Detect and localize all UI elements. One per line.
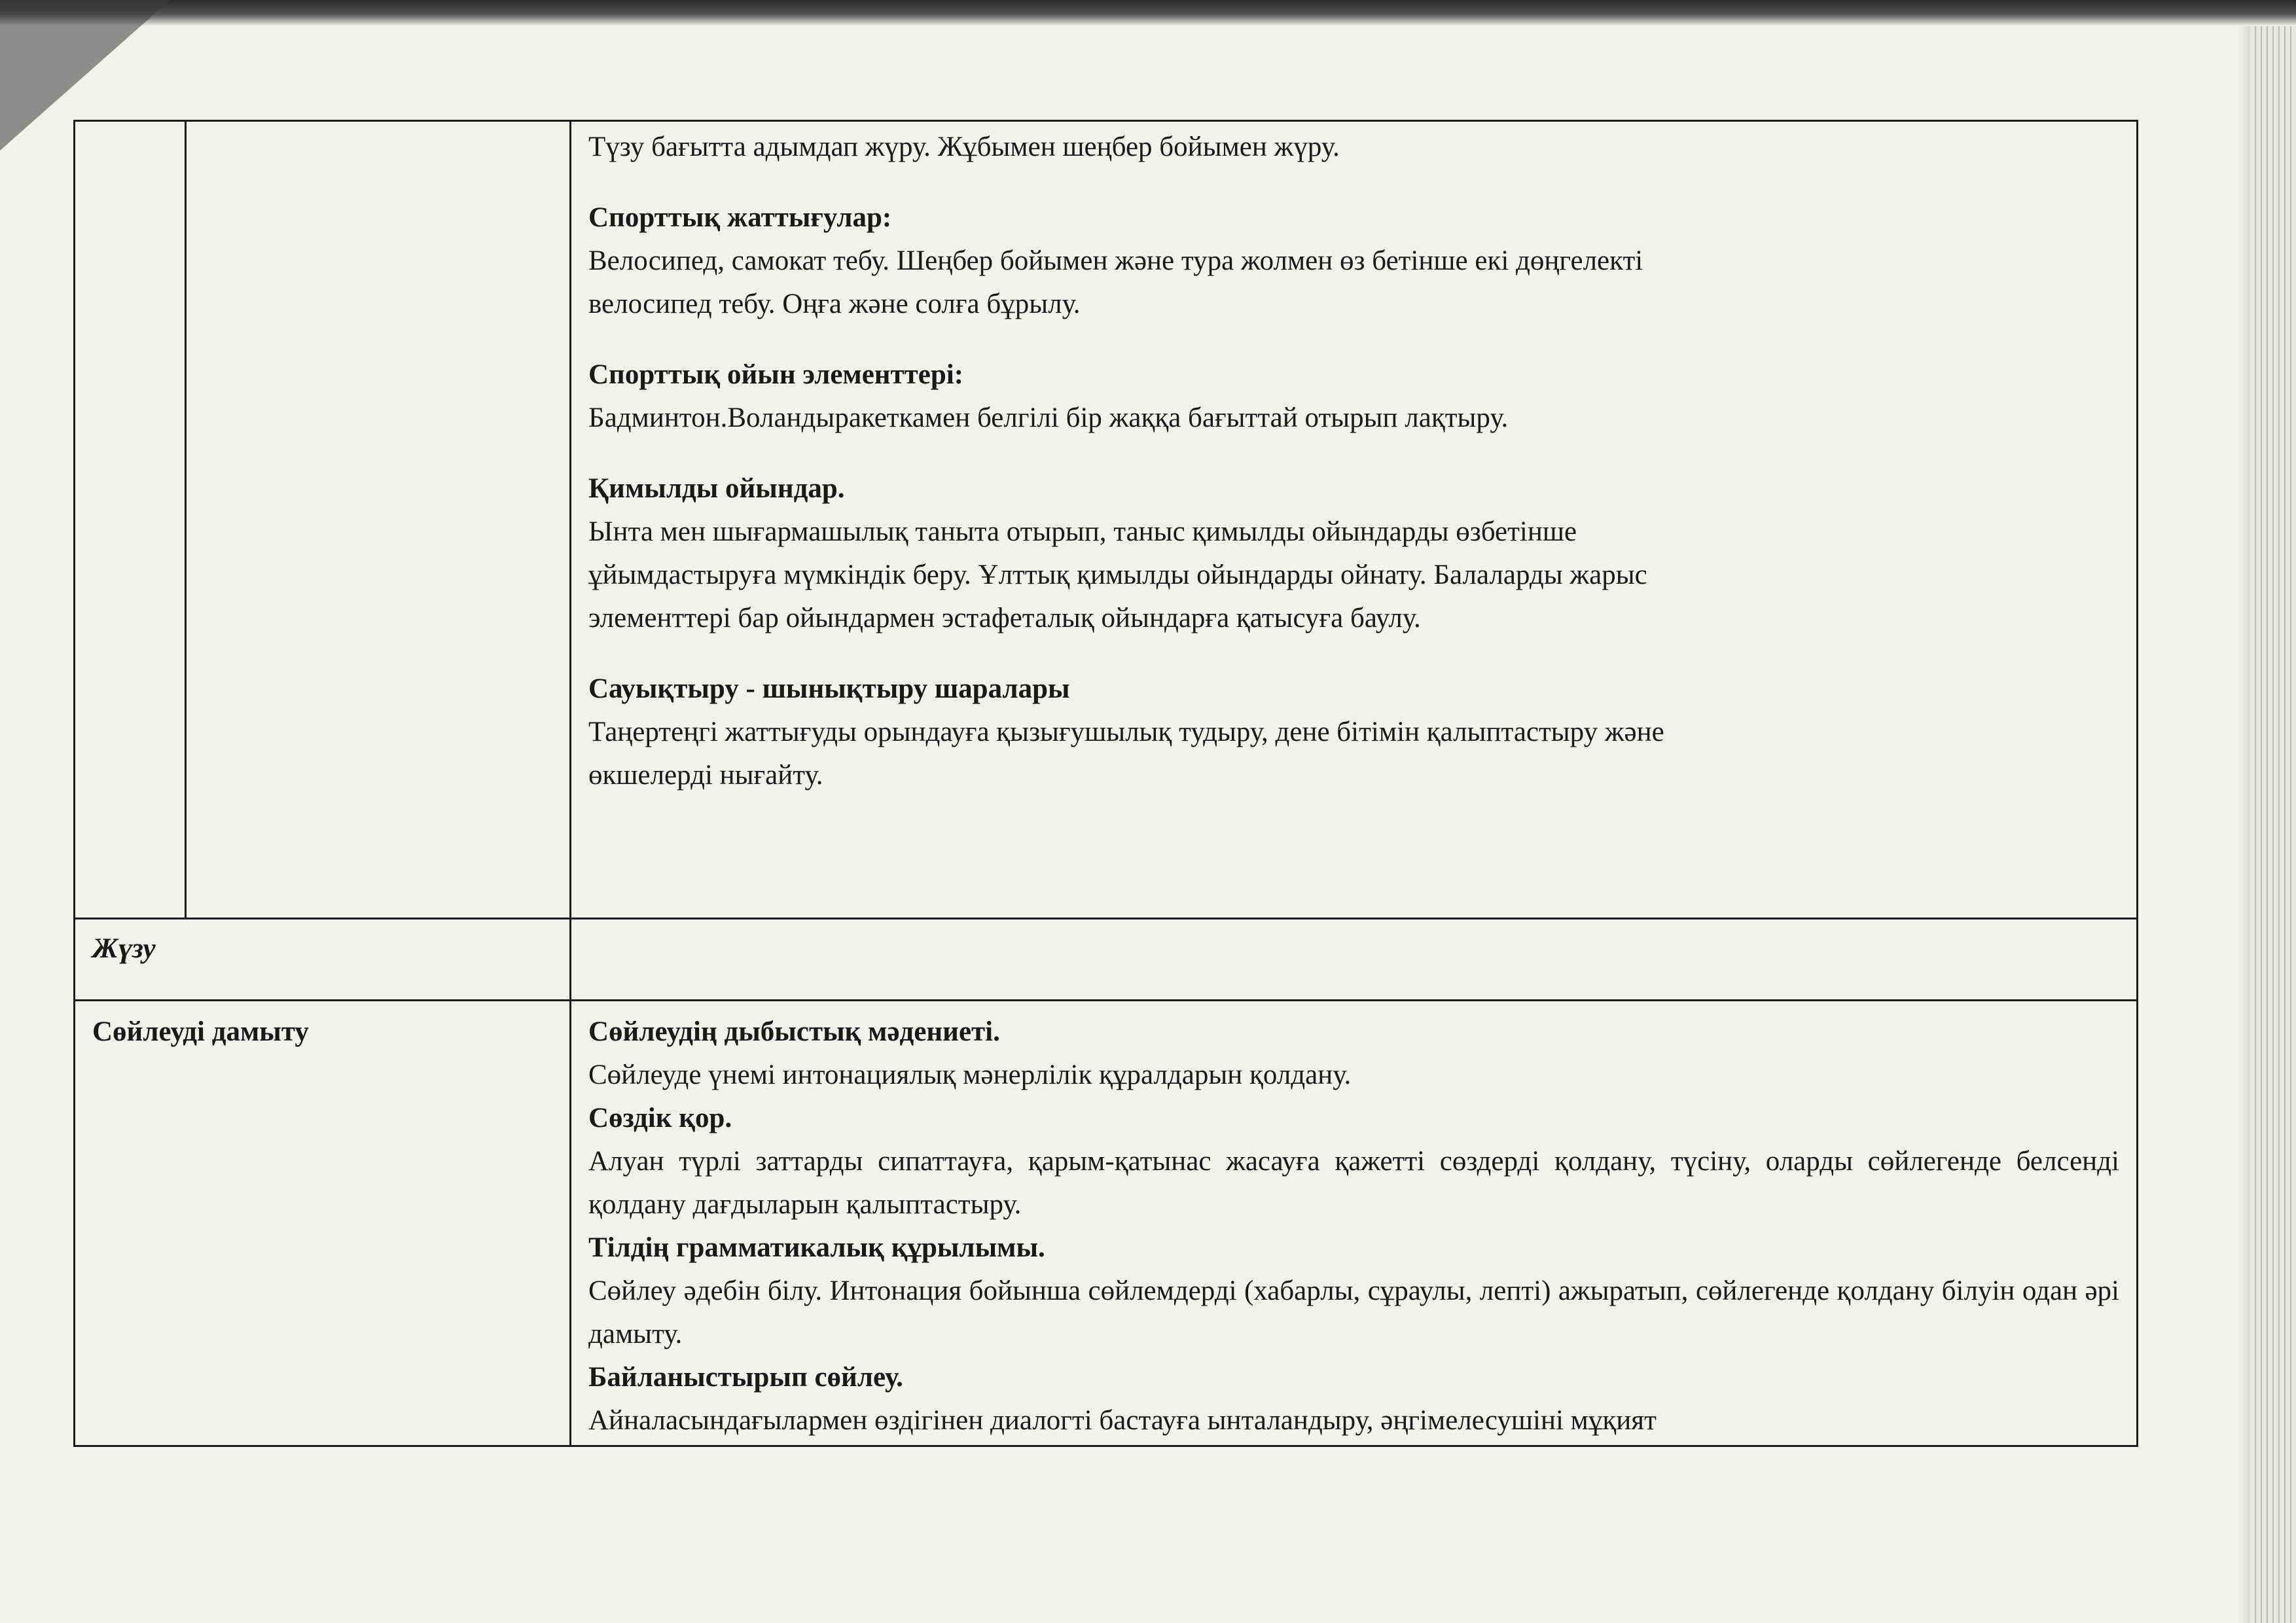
connected-speech-text: Айналасындағылармен өздігінен диалогті бастауға ынталандыру, әңгімелесушіні мұқият bbox=[588, 1405, 1657, 1436]
sport-game-elements-title: Спорттық ойын элементтері: bbox=[588, 359, 964, 390]
page-edge-shadow bbox=[2238, 26, 2250, 1623]
swimming-label: Жүзу bbox=[92, 933, 156, 964]
table-row-swimming bbox=[75, 919, 2138, 1001]
curriculum-table bbox=[73, 120, 2138, 1447]
swimming-label-cell bbox=[75, 919, 571, 1001]
vocabulary-text: Алуан түрлі заттарды сипаттауға, қарым-қатынас жасауға қажетті сөздерді қолдану, түсіну, оларды сөйлегенде белсенді қолдану дағдыларын қалыптастыру. bbox=[588, 1146, 2119, 1220]
sports-exercises-title: Спорттық жаттығулар: bbox=[588, 202, 892, 233]
row1-label-cell bbox=[186, 121, 571, 919]
health-activities-title: Сауықтыру - шынықтыру шаралары bbox=[588, 673, 1070, 704]
speech-label-cell bbox=[75, 1001, 571, 1446]
active-games-line-1: Ынта мен шығармашылық таныта отырып, таныс қимылды ойындарды өзбетінше bbox=[588, 516, 1577, 547]
active-games-line-3: элементтері бар ойындармен эстафеталық ойындарға қатысуға баулу. bbox=[588, 603, 1421, 633]
sports-exercises-line-2: велосипед тебу. Оңға және солға бұрылу. bbox=[588, 289, 1081, 319]
row1-narrow-cell bbox=[75, 121, 186, 919]
scanner-edge-top bbox=[0, 0, 2296, 26]
health-activities-line-2: өкшелерді нығайту. bbox=[588, 760, 823, 791]
grammar-text: Сөйлеу әдебін білу. Интонация бойынша сөйлемдерді (хабарлы, сұраулы, лепті) ажыратып, сөйлегенде қолдану білуін одан әрі дамыту. bbox=[588, 1275, 2119, 1349]
active-games-title: Қимылды ойындар. bbox=[588, 473, 845, 504]
active-games-line-2: ұйымдастыруға мүмкіндік беру. Ұлттық қимылды ойындарды ойнату. Балаларды жарыс bbox=[588, 560, 1647, 590]
stacked-page-edges bbox=[2250, 26, 2296, 1623]
table-row-speech-development bbox=[75, 1001, 2138, 1446]
sound-culture-title: Сөйлеудің дыбыстық мәдениеті. bbox=[588, 1016, 1000, 1047]
sports-exercises-line-1: Велосипед, самокат тебу. Шеңбер бойымен және тура жолмен өз бетінше екі дөңгелекті bbox=[588, 245, 1643, 276]
sound-culture-text: Сөйлеуде үнемі интонациялық мәнерлілік құралдарын қолдану. bbox=[588, 1060, 1352, 1090]
row1-intro: Түзу бағытта адымдап жүру. Жұбымен шеңбер бойымен жүру. bbox=[588, 132, 1340, 162]
row1-content-cell bbox=[571, 121, 2138, 919]
swimming-content-cell bbox=[571, 919, 2138, 1001]
vocabulary-title: Сөздік қор. bbox=[588, 1103, 732, 1133]
sport-game-elements-line-1: Бадминтон.Воландыракеткамен белгілі бір жаққа бағыттай отырып лақтыру. bbox=[588, 402, 1509, 433]
connected-speech-title: Байланыстырып сөйлеу. bbox=[588, 1362, 903, 1393]
health-activities-line-1: Таңертеңгі жаттығуды орындауға қызығушылық тудыру, дене бітімін қалыптастыру және bbox=[588, 717, 1664, 747]
grammar-title: Тілдің грамматикалық құрылымы. bbox=[588, 1232, 1045, 1263]
speech-development-label: Сөйлеуді дамыту bbox=[92, 1016, 309, 1047]
speech-content-cell bbox=[571, 1001, 2138, 1446]
table-row-physical-culture bbox=[75, 121, 2138, 919]
